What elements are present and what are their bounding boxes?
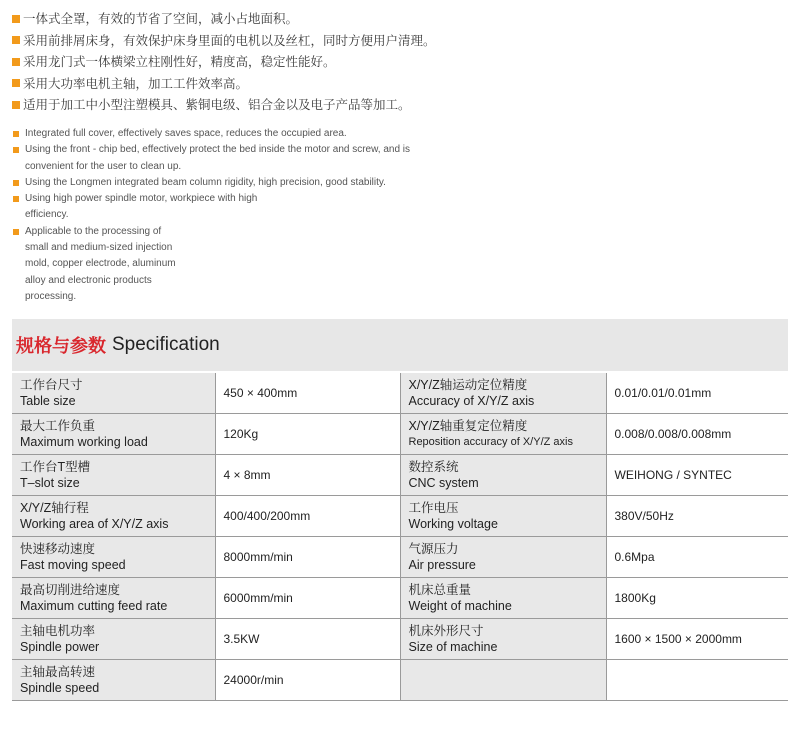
feature-text-en: Using the Longmen integrated beam column rigidity, high precision, good stability. <box>25 176 386 188</box>
table-row <box>12 455 788 496</box>
spec-value-cell <box>606 660 788 701</box>
spec-label-cell: 工作台T型槽 T–slot size <box>12 455 215 496</box>
feature-text-en: Using the front - chip bed, effectively protect the bed inside the motor and screw, and is convenient for the user to clean up. <box>25 144 411 172</box>
orange-square-bullet-icon <box>12 15 20 23</box>
spec-label-cell: X/Y/Z轴行程 Working area of X/Y/Z axis <box>12 496 215 537</box>
spec-label-cell: 快速移动速度 Fast moving speed <box>12 537 215 578</box>
spec-value-cell: 1800Kg <box>606 578 788 619</box>
orange-square-bullet-icon <box>12 79 20 87</box>
feature-item-en <box>13 126 433 142</box>
feature-text-cn: 适用于加工中小型注塑模具、紫铜电级、铝合金以及电子产品等加工。 <box>23 97 411 112</box>
feature-item-en <box>13 142 433 175</box>
orange-square-bullet-icon <box>12 101 20 109</box>
table-row <box>12 496 788 537</box>
feature-item-cn <box>12 51 792 73</box>
spec-label-cell: 主轴电机功率 Spindle power <box>12 619 215 660</box>
spec-value-cell: 8000mm/min <box>215 537 400 578</box>
table-row <box>12 373 788 414</box>
spec-title-en: Specification <box>112 334 220 355</box>
spec-value-cell: 24000r/min <box>215 660 400 701</box>
feature-text-en: Applicable to the processing of small and medium-sized injection mold, copper electrode, aluminum alloy and electronic products processing. <box>25 225 176 302</box>
spec-label-cell: 机床总重量 Weight of machine <box>400 578 606 619</box>
orange-square-bullet-icon <box>13 196 19 202</box>
table-row <box>12 578 788 619</box>
orange-square-bullet-icon <box>13 180 19 186</box>
orange-square-bullet-icon <box>12 36 20 44</box>
orange-square-bullet-icon <box>13 147 19 153</box>
spec-title-cn: 规格与参数 <box>16 336 106 357</box>
spec-label-cell: 机床外形尺寸 Size of machine <box>400 619 606 660</box>
spec-label-cell <box>400 660 606 701</box>
feature-text-cn: 采用龙门式一体横梁立柱刚性好，精度高，稳定性能好。 <box>23 54 336 69</box>
spec-label-cell: 工作电压 Working voltage <box>400 496 606 537</box>
spec-value-cell: 0.008/0.008/0.008mm <box>606 414 788 455</box>
spec-value-cell: WEIHONG / SYNTEC <box>606 455 788 496</box>
spec-label-cell: X/Y/Z轴运动定位精度 Accuracy of X/Y/Z axis <box>400 373 606 414</box>
feature-item-cn <box>12 73 792 95</box>
feature-item-en <box>13 175 433 191</box>
spec-label-cell: 最大工作负重 Maximum working load <box>12 414 215 455</box>
spec-label-cell: 工作台尺寸 Table size <box>12 373 215 414</box>
table-row <box>12 660 788 701</box>
spec-label-cell: 数控系统 CNC system <box>400 455 606 496</box>
feature-item-en <box>13 191 433 224</box>
spec-value-cell: 450 × 400mm <box>215 373 400 414</box>
spec-value-cell: 0.6Mpa <box>606 537 788 578</box>
spec-value-cell: 400/400/200mm <box>215 496 400 537</box>
spec-value-cell: 380V/50Hz <box>606 496 788 537</box>
feature-text-cn: 一体式全罩，有效的节省了空间，减小占地面积。 <box>23 11 299 26</box>
feature-item-cn <box>12 94 792 116</box>
spec-value-cell: 6000mm/min <box>215 578 400 619</box>
spec-value-cell: 0.01/0.01/0.01mm <box>606 373 788 414</box>
feature-item-cn <box>12 30 792 52</box>
orange-square-bullet-icon <box>13 229 19 235</box>
spec-label-cell: X/Y/Z轴重复定位精度 Reposition accuracy of X/Y/Z axis <box>400 414 606 455</box>
spec-label-cell: 最高切削进给速度 Maximum cutting feed rate <box>12 578 215 619</box>
spec-value-cell: 1600 × 1500 × 2000mm <box>606 619 788 660</box>
spec-label-cell: 主轴最高转速 Spindle speed <box>12 660 215 701</box>
feature-text-en: Using high power spindle motor, workpiece with high efficiency. <box>25 193 258 221</box>
orange-square-bullet-icon <box>13 131 19 137</box>
spec-value-cell: 3.5KW <box>215 619 400 660</box>
feature-list-cn <box>12 8 792 116</box>
table-row <box>12 537 788 578</box>
spec-section-header <box>12 319 788 371</box>
spec-value-cell: 120Kg <box>215 414 400 455</box>
feature-text-cn: 采用大功率电机主轴，加工工件效率高。 <box>23 75 249 91</box>
spec-value-cell: 4 × 8mm <box>215 455 400 496</box>
feature-item-en <box>13 224 433 305</box>
table-row <box>12 414 788 455</box>
feature-item-cn <box>12 8 792 30</box>
feature-text-en: Integrated full cover, effectively saves space, reduces the occupied area. <box>25 128 347 139</box>
feature-list-en <box>13 126 433 305</box>
spec-label-cell: 气源压力 Air pressure <box>400 537 606 578</box>
spec-table <box>12 373 788 701</box>
table-row <box>12 619 788 660</box>
orange-square-bullet-icon <box>12 58 20 66</box>
feature-text-cn: 采用前排屑床身，有效保护床身里面的电机以及丝杠，同时方便用户清理。 <box>23 32 436 48</box>
